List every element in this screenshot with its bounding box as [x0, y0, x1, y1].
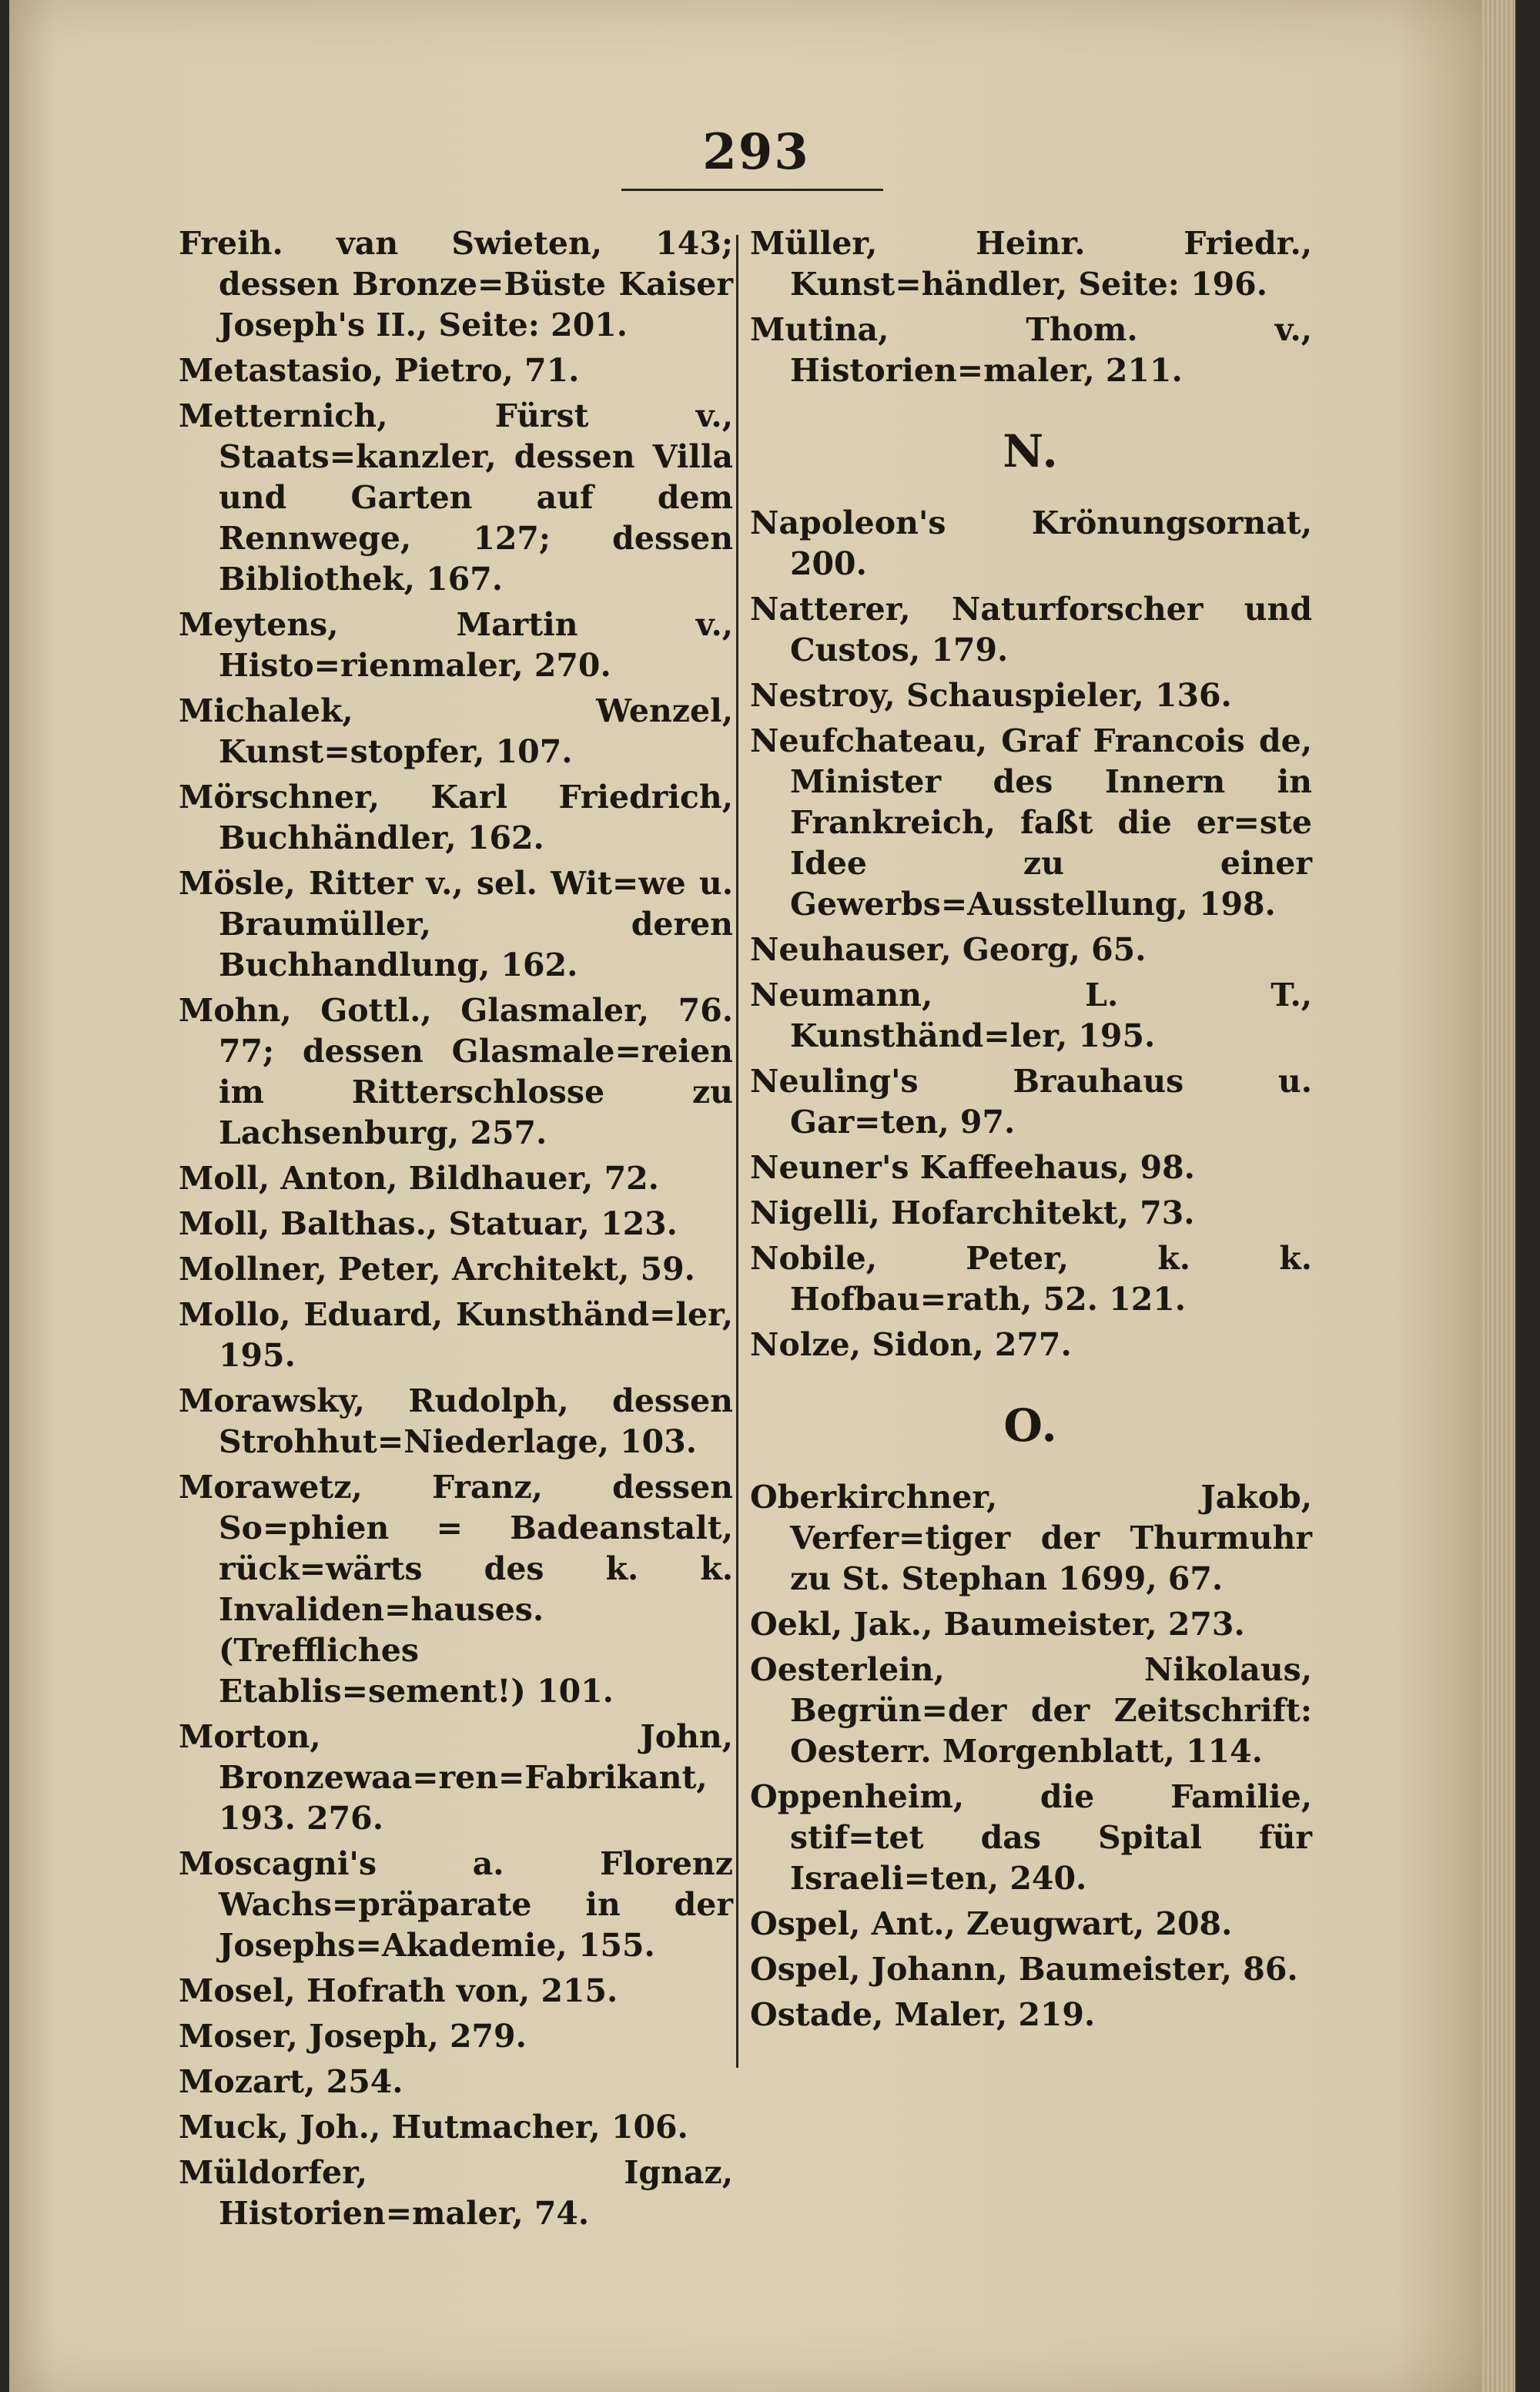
page-number: 293: [702, 123, 810, 181]
index-entry: Mohn, Gottl., Glasmaler, 76. 77; dessen Glasmale=reien im Ritterschlosse zu Lachsenburg, 257.: [179, 992, 733, 1151]
index-entry: Mozart, 254.: [179, 2063, 403, 2100]
index-entry: Moll, Balthas., Statuar, 123.: [179, 1205, 678, 1242]
index-entry: Metastasio, Pietro, 71.: [179, 352, 580, 389]
index-entry: Mosel, Hofrath von, 215.: [179, 1972, 618, 2009]
index-entry: Mollner, Peter, Architekt, 59.: [179, 1251, 695, 1288]
index-entry: Ospel, Johann, Baumeister, 86.: [750, 1951, 1298, 1988]
index-entry: Mollo, Eduard, Kunsthänd=ler, 195.: [179, 1296, 733, 1374]
book-page: [9, 0, 1515, 2392]
header-rule: [621, 189, 883, 191]
index-entry: Müller, Heinr. Friedr., Kunst=händler, Seite: 196.: [750, 225, 1312, 303]
index-entry: Oekl, Jak., Baumeister, 273.: [750, 1606, 1245, 1643]
index-entry: Natterer, Naturforscher und Custos, 179.: [750, 591, 1312, 668]
index-entry: Nigelli, Hofarchitekt, 73.: [750, 1194, 1195, 1231]
index-entry: Neufchateau, Graf Francois de, Minister des Innern in Frankreich, faßt die er=ste Idee zu einer Gewerbs=Ausstellung, 198.: [750, 722, 1312, 923]
section-heading-o: O.: [1003, 1399, 1059, 1452]
index-entry: Neumann, L. T., Kunsthänd=ler, 195.: [750, 977, 1312, 1054]
index-entry: Neuhauser, Georg, 65.: [750, 931, 1147, 968]
right-column: [750, 223, 1312, 2040]
index-entry: Freih. van Swieten, 143; dessen Bronze=Büste Kaiser Joseph's II., Seite: 201.: [179, 225, 733, 343]
index-entry: Nobile, Peter, k. k. Hofbau=rath, 52. 121.: [750, 1240, 1312, 1318]
index-entry: Moscagni's a. Florenz Wachs=präparate in der Josephs=Akademie, 155.: [179, 1845, 733, 1964]
index-entry: Neuner's Kaffeehaus, 98.: [750, 1149, 1195, 1186]
index-entry: Morawsky, Rudolph, dessen Strohhut=Niederlage, 103.: [179, 1382, 733, 1460]
index-entry: Mörschner, Karl Friedrich, Buchhändler, 162.: [179, 779, 733, 856]
index-entry: Ostade, Maler, 219.: [750, 1996, 1096, 2033]
index-entry: Morawetz, Franz, dessen So=phien = Badeanstalt, rück=wärts des k. k. Invaliden=hauses. (Treffliches Etablis=sement!) 101.: [179, 1469, 733, 1710]
index-entry: Ospel, Ant., Zeugwart, 208.: [750, 1905, 1233, 1942]
index-entry: Neuling's Brauhaus u. Gar=ten, 97.: [750, 1063, 1312, 1141]
page-edge: [1481, 0, 1515, 2392]
index-entry: Metternich, Fürst v., Staats=kanzler, dessen Villa und Garten auf dem Rennwege, 127; dessen Bibliothek, 167.: [179, 397, 733, 598]
index-entry: Michalek, Wenzel, Kunst=stopfer, 107.: [179, 692, 733, 770]
index-entry: Napoleon's Krönungsornat, 200.: [750, 504, 1312, 582]
index-entry: Muck, Joh., Hutmacher, 106.: [179, 2109, 688, 2146]
index-entry: Morton, John, Bronzewaa=ren=Fabrikant, 193. 276.: [179, 1718, 733, 1837]
section-heading-n: N.: [1003, 425, 1060, 477]
index-entry: Nolze, Sidon, 277.: [750, 1326, 1072, 1363]
left-column: [179, 223, 733, 2239]
index-entry: Mösle, Ritter v., sel. Wit=we u. Braumüller, deren Buchhandlung, 162.: [179, 865, 733, 983]
index-entry: Meytens, Martin v., Histo=rienmaler, 270.: [179, 606, 733, 684]
index-entry: Oppenheim, die Familie, stif=tet das Spital für Israeli=ten, 240.: [750, 1778, 1312, 1897]
index-entry: Moll, Anton, Bildhauer, 72.: [179, 1160, 659, 1197]
index-entry: Müldorfer, Ignaz, Historien=maler, 74.: [179, 2154, 733, 2232]
index-entry: Nestroy, Schauspieler, 136.: [750, 677, 1232, 714]
index-entry: Moser, Joseph, 279.: [179, 2018, 527, 2055]
index-entry: Mutina, Thom. v., Historien=maler, 211.: [750, 311, 1312, 389]
column-divider: [736, 235, 738, 2068]
index-entry: Oesterlein, Nikolaus, Begrün=der der Zeitschrift: Oesterr. Morgenblatt, 114.: [750, 1651, 1312, 1770]
index-entry: Oberkirchner, Jakob, Verfer=tiger der Thurmuhr zu St. Stephan 1699, 67.: [750, 1479, 1312, 1597]
